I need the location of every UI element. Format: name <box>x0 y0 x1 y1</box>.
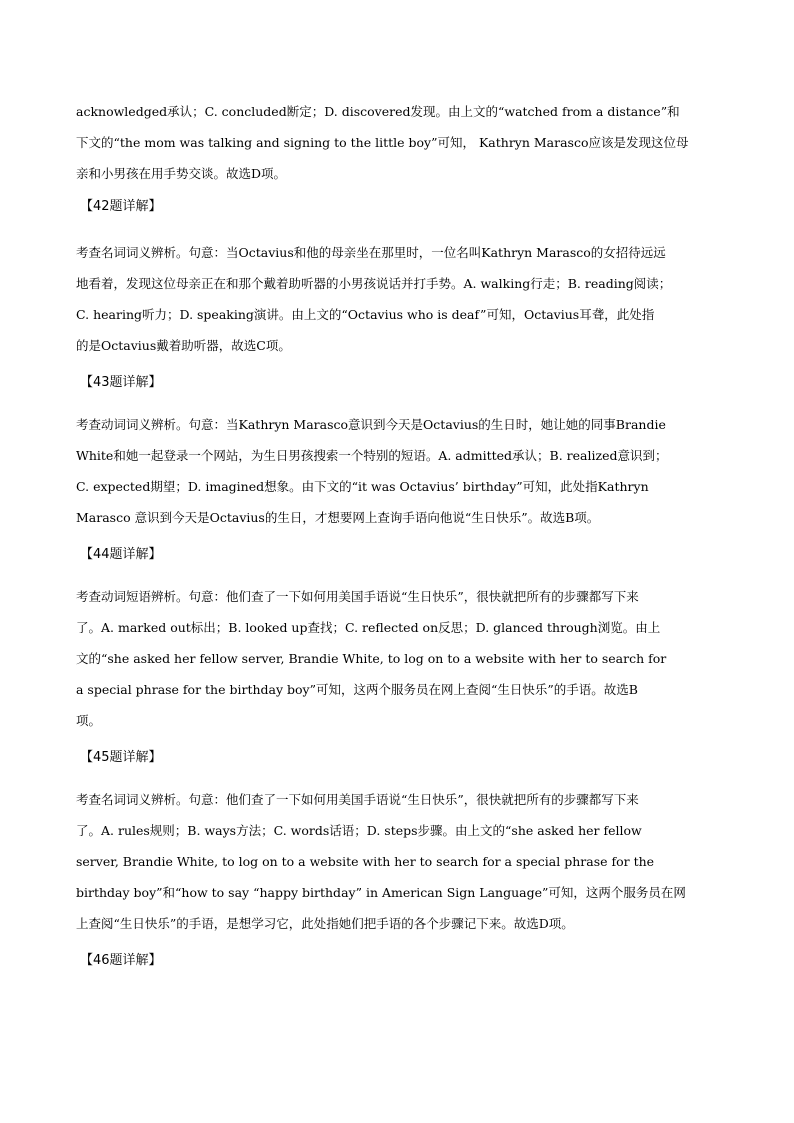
text-line: 考查名词词义辨析。句意：当Octavius和他的母亲坐在那里时，一位名叫Kathryn Marasco的女招待远远 <box>76 245 666 260</box>
text-line: 上查阅“生日快乐”的手语，是想学习它，此处指她们把手语的各个步骤记下来。故选D项。 <box>76 916 574 931</box>
text-line: acknowledged承认；C. concluded断定；D. discovered发现。由上文的“watched from a distance”和 <box>76 104 680 119</box>
text-line: 亲和小男孩在用手势交谈。故选D项。 <box>76 166 287 181</box>
paragraph-44 <box>76 581 722 736</box>
text-line: 的是Octavius戴着助听器，故选C项。 <box>76 338 291 353</box>
text-line: 文的“she asked her fellow server, Brandie White, to log on to a website with her to search for <box>76 651 667 666</box>
text-line: Marasco 意识到今天是Octavius的生日，才想要网上查询手语向他说“生日快乐”。故选B项。 <box>76 510 600 525</box>
text-line: 下文的“the mom was talking and signing to the little boy”可知， Kathryn Marasco应该是发现这位母 <box>76 135 689 150</box>
text-line: 了。A. rules规则；B. ways方法；C. words话语；D. steps步骤。由上文的“she asked her fellow <box>76 823 642 838</box>
text-line: C. hearing听力；D. speaking演讲。由上文的“Octavius who is deaf”可知，Octavius耳聋，此处指 <box>76 307 655 322</box>
section-heading-46: 【46题详解】 <box>80 953 162 968</box>
section-heading-42: 【42题详解】 <box>80 199 162 214</box>
text-line: birthday boy”和“how to say “happy birthday” in American Sign Language”可知，这两个服务员在网 <box>76 885 686 900</box>
section-heading-43: 【43题详解】 <box>80 375 162 390</box>
text-line: 项。 <box>76 713 102 728</box>
section-heading-44: 【44题详解】 <box>80 547 162 562</box>
text-line: 考查动词短语辨析。句意：他们查了一下如何用美国手语说“生日快乐”，很快就把所有的步骤都写下来 <box>76 589 639 604</box>
text-line: White和她一起登录一个网站，为生日男孩搜索一个特别的短语。A. admitted承认；B. realized意识到； <box>76 448 668 463</box>
text-line: a special phrase for the birthday boy”可知，这两个服务员在网上查阅“生日快乐”的手语。故选B <box>76 682 638 697</box>
section-heading-45: 【45题详解】 <box>80 750 162 765</box>
text-line: 考查动词词义辨析。句意：当Kathryn Marasco意识到今天是Octavius的生日时，她让她的同事Brandie <box>76 417 666 432</box>
paragraph-45 <box>76 784 722 939</box>
text-line: C. expected期望；D. imagined想象。由下文的“it was Octavius’ birthday”可知，此处指Kathryn <box>76 479 649 494</box>
document-page <box>76 96 722 971</box>
paragraph-41-continuation <box>76 96 722 189</box>
text-line: 了。A. marked out标出；B. looked up查找；C. reflected on反思；D. glanced through浏览。由上 <box>76 620 661 635</box>
paragraph-43 <box>76 409 722 533</box>
text-line: 地看着，发现这位母亲正在和那个戴着助听器的小男孩说话并打手势。A. walking行走；B. reading阅读； <box>76 276 672 291</box>
paragraph-42 <box>76 237 722 361</box>
text-line: server, Brandie White, to log on to a website with her to search for a special phrase for the <box>76 854 655 869</box>
text-line: 考查名词词义辨析。句意：他们查了一下如何用美国手语说“生日快乐”，很快就把所有的步骤都写下来 <box>76 792 639 807</box>
